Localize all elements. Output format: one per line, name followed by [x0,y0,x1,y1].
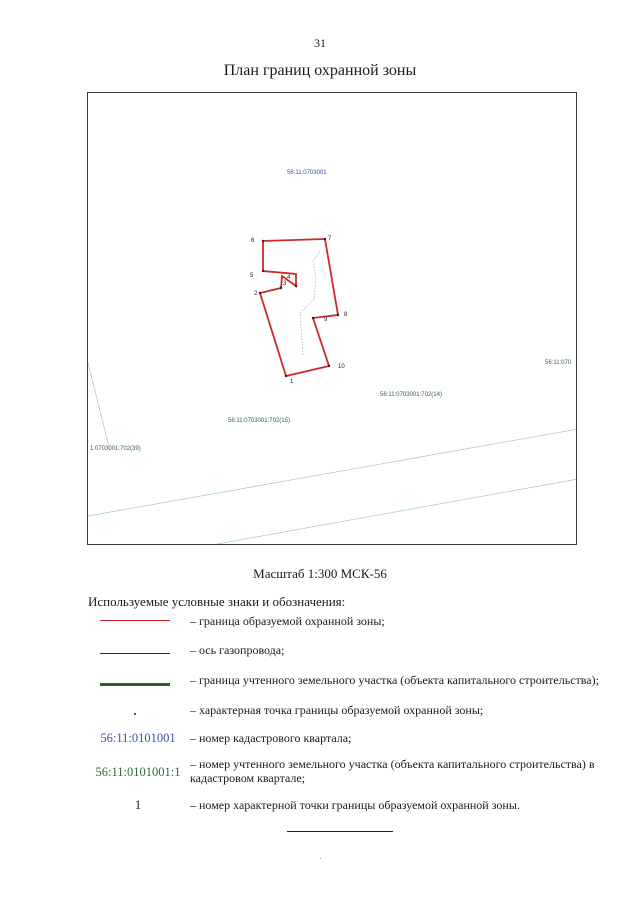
legend-text: – характерная точка границы образуемой охранной зоны; [190,703,484,717]
page-number: 31 [314,36,326,50]
legend-row-point-number [88,798,608,820]
point-number-6: 6 [251,238,255,244]
scale-caption: Масштаб 1:300 МСК-56 [253,566,387,581]
point-number-10: 10 [338,364,345,370]
legend-text: – граница учтенного земельного участка (объекта капитального строительства); [190,673,599,687]
boundary-point [280,287,282,289]
boundary-point [337,314,339,316]
legend-text: – номер кадастрового квартала; [190,731,352,745]
point-number-8: 8 [344,312,348,318]
boundary-points [259,238,339,377]
boundary-point [295,285,297,287]
legend-row-zone-boundary [88,614,608,636]
legend-row-quarter-number [88,731,608,753]
pipeline-axis [300,251,320,355]
point-number-3: 3 [283,281,287,287]
legend-text: – номер характерной точки границы образуемой охранной зоны. [190,798,520,812]
parcel-line-upper [88,429,577,516]
parcel-line-left [88,363,110,451]
legend-row-parcel-boundary [88,673,608,695]
page-title: План границ охранной зоны [223,62,417,79]
legend-row-parcel-number [88,757,608,789]
boundary-point [262,270,264,272]
footer-divider [287,831,393,832]
legend-text: – ось газопровода; [190,643,285,657]
legend-symbol-point-number: 1 [134,798,142,812]
point-number-1: 1 [290,379,294,385]
map-canvas [88,93,577,545]
legend-symbol-quarter-number: 56:11:0101001 [100,731,176,745]
boundary-point [262,240,264,242]
parcel-label-edge: 56:11:070 [545,360,572,366]
quarter-number-label: 56:11:0703001 [287,170,327,176]
legend-text: – номер учтенного земельного участка (объекта капитального строительства) в кадастровом квартале; [190,757,595,785]
legend-text: – граница образуемой охранной зоны; [190,614,385,628]
page-speck [320,858,321,859]
point-number-7: 7 [328,236,332,242]
boundary-point [259,292,261,294]
parcel-line-lower [206,479,577,545]
legend-row-pipeline-axis [88,643,608,665]
parcel-label-14: 56:11:0703001:702(14) [380,392,442,398]
zone-boundary [260,239,338,376]
parcel-label-39: 1:0703001:702(39) [90,446,141,452]
boundary-point [324,238,326,240]
boundary-plan-map [87,92,577,545]
parcel-label-15: 56:11:0703001:702(15) [228,418,290,424]
point-number-5: 5 [250,273,254,279]
boundary-point [312,317,314,319]
point-number-2: 2 [254,291,258,297]
legend-row-boundary-point [88,703,608,725]
legend-symbol-parcel-number: 56:11:0101001:1 [95,765,181,779]
boundary-point [328,365,330,367]
legend-title: Используемые условные знаки и обозначения: [88,594,346,609]
point-number-4: 4 [287,275,291,281]
boundary-point [285,375,287,377]
point-number-9: 9 [324,317,328,323]
